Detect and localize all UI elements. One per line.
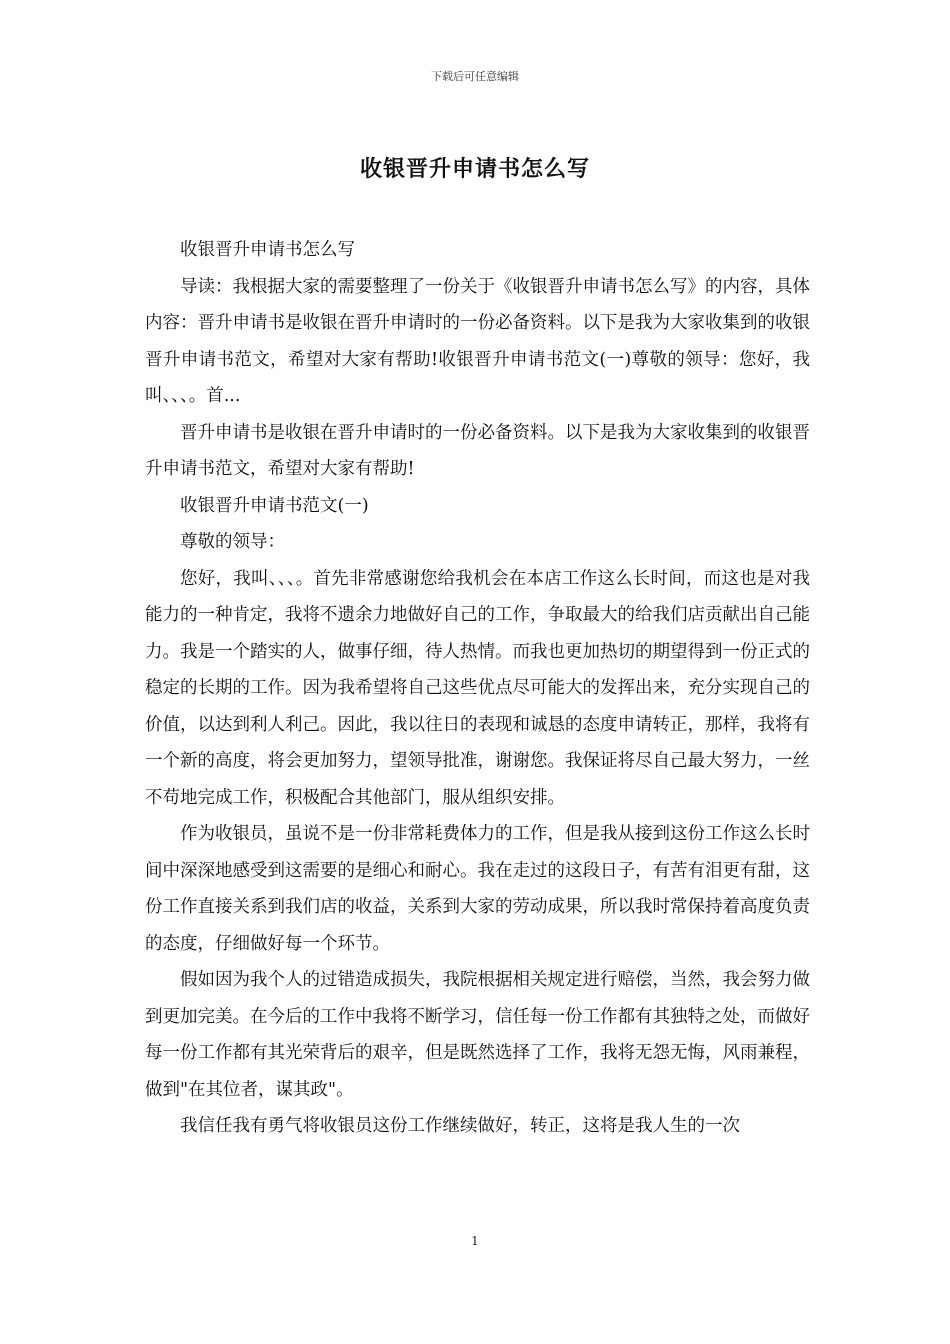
paragraph-subtitle: 收银晋升申请书怎么写	[180, 240, 355, 260]
paragraph-salutation: 尊敬的领导：	[180, 532, 285, 552]
document-body	[145, 232, 810, 1145]
paragraph-intro: 导读：我根据大家的需要整理了一份关于《收银晋升申请书怎么写》的内容，具体内容：晋升申请书是收银在晋升申请时的一份必备资料。以下是我为大家收集到的收银晋升申请书范文，希望对大家有帮助!收银晋升申请书范文(一)尊敬的领导：您好，我叫、、、。首...	[145, 276, 810, 406]
paragraph-lead: 晋升申请书是收银在晋升申请时的一份必备资料。以下是我为大家收集到的收银晋升申请书范文，希望对大家有帮助!	[145, 422, 810, 479]
paragraph-body-2: 作为收银员，虽说不是一份非常耗费体力的工作，但是我从接到这份工作这么长时间中深深地感受到这需要的是细心和耐心。我在走过的这段日子，有苦有泪更有甜，这份工作直接关系到我们店的收益，关系到大家的劳动成果，所以我时常保持着高度负责的态度，仔细做好每一个环节。	[145, 824, 810, 954]
page-number: 1	[471, 1234, 479, 1248]
paragraph-body-3: 假如因为我个人的过错造成损失，我院根据相关规定进行赔偿，当然，我会努力做到更加完美。在今后的工作中我将不断学习，信任每一份工作都有其独特之处，而做好每一份工作都有其光荣背后的艰辛，但是既然选择了工作，我将无怨无悔，风雨兼程，做到"在其位者，谋其政"。	[145, 970, 810, 1100]
paragraph-sample-heading: 收银晋升申请书范文(一)	[180, 495, 369, 516]
paragraph-body-4: 我信任我有勇气将收银员这份工作继续做好，转正，这将是我人生的一次	[180, 1116, 740, 1136]
document-title: 收银晋升申请书怎么写	[359, 156, 590, 182]
paragraph-body-1: 您好，我叫、、、。首先非常感谢您给我机会在本店工作这么长时间，而这也是对我能力的一种肯定，我将不遗余力地做好自己的工作，争取最大的给我们店贡献出自己能力。我是一个踏实的人，做事仔细，待人热情。而我也更加热切的期望得到一份正式的稳定的长期的工作。因为我希望将自己这些优点尽可能大的发挥出来，充分实现自己的价值，以达到利人利己。因此，我以往日的表现和诚恳的态度申请转正，那样，我将有一个新的高度，将会更加努力，望领导批准，谢谢您。我保证将尽自己最大努力，一丝不苟地完成工作，积极配合其他部门，服从组织安排。	[145, 568, 810, 808]
header-note: 下载后可任意编辑	[431, 70, 519, 83]
